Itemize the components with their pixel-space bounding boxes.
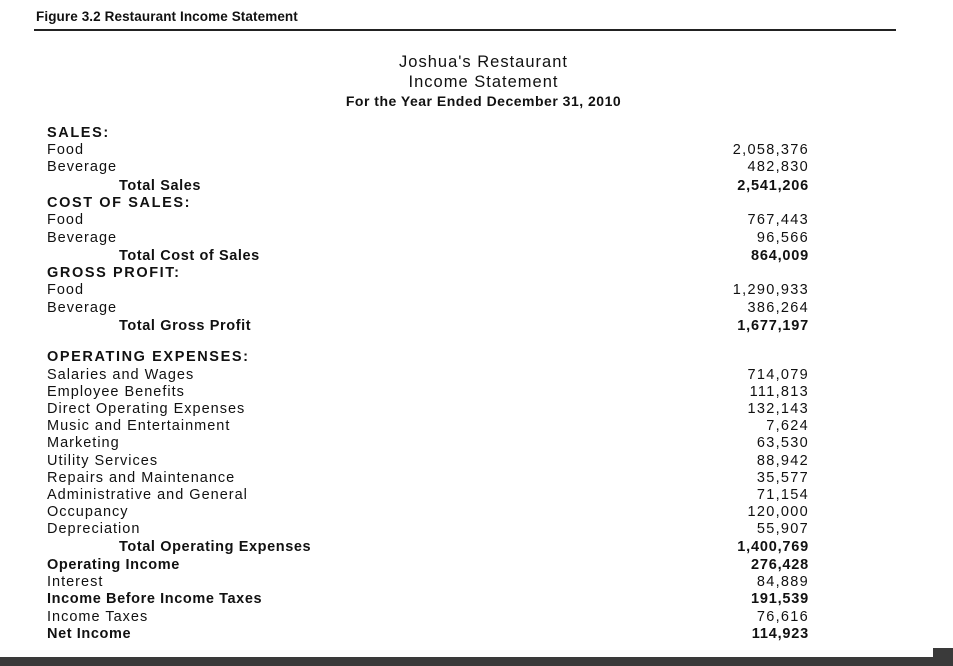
expense-value: 35,577: [756, 469, 809, 486]
income-taxes-row: [47, 609, 809, 626]
expense-value: 714,079: [747, 366, 809, 383]
total-operating-expenses-row: [47, 538, 809, 556]
expense-value: 71,154: [756, 486, 809, 503]
caption-divider: [34, 29, 896, 31]
cost-beverage-value: 96,566: [756, 229, 809, 246]
total-operating-expenses-value: 1,400,769: [737, 539, 809, 556]
net-income-label: Net Income: [47, 625, 132, 642]
expense-label: Occupancy: [47, 504, 129, 521]
operating-expenses-heading: OPERATING EXPENSES:: [47, 349, 250, 366]
expense-value: 111,813: [749, 383, 809, 400]
expense-label: Employee Benefits: [47, 383, 185, 400]
sales-heading: SALES:: [47, 125, 110, 141]
operating-income-value: 276,428: [750, 557, 809, 574]
interest-label: Interest: [47, 574, 104, 591]
sales-food-label: Food: [47, 142, 85, 159]
cost-of-sales-heading-row: [47, 195, 809, 212]
interest-value: 84,889: [756, 574, 809, 591]
sales-beverage-value: 482,830: [747, 159, 809, 176]
cost-of-sales-heading: COST OF SALES:: [47, 195, 192, 212]
statement-title: Income Statement: [408, 73, 559, 91]
total-sales-value: 2,541,206: [737, 177, 809, 194]
gross-food-value: 1,290,933: [732, 282, 809, 299]
sales-beverage-label: Beverage: [47, 159, 118, 176]
expense-row: [47, 521, 809, 538]
total-sales-label: Total Sales: [119, 177, 202, 194]
frame-corner: [933, 648, 953, 666]
income-statement-body: [47, 125, 809, 643]
income-before-taxes-row: [47, 591, 809, 608]
bottom-frame-border: [0, 657, 953, 666]
section-spacer: [47, 335, 809, 349]
gross-food-label: Food: [47, 282, 85, 299]
expense-row: [47, 435, 809, 452]
expense-label: Marketing: [47, 435, 120, 452]
operating-income-label: Operating Income: [47, 557, 180, 574]
expense-row: [47, 418, 809, 435]
total-cost-of-sales-row: [47, 247, 809, 265]
net-income-value: 114,923: [751, 625, 809, 642]
expense-value: 55,907: [756, 521, 809, 538]
company-name: Joshua's Restaurant: [399, 53, 568, 71]
total-sales-row: [47, 177, 809, 195]
total-gross-profit-row: [47, 317, 809, 335]
figure-caption: Figure 3.2 Restaurant Income Statement: [36, 9, 298, 24]
income-before-taxes-value: 191,539: [750, 591, 809, 608]
expense-row: [47, 470, 809, 487]
sales-beverage-row: [47, 159, 809, 176]
cost-beverage-row: [47, 230, 809, 247]
gross-beverage-row: [47, 300, 809, 317]
expense-row: [47, 401, 809, 418]
sales-heading-row: [47, 125, 809, 142]
cost-food-label: Food: [47, 212, 85, 229]
expense-label: Administrative and General: [47, 486, 248, 503]
total-gross-profit-label: Total Gross Profit: [119, 317, 252, 334]
net-income-row: [47, 626, 809, 643]
expense-row: [47, 487, 809, 504]
expense-row: [47, 453, 809, 470]
gross-food-row: [47, 282, 809, 299]
cost-food-row: [47, 212, 809, 229]
sales-food-row: [47, 142, 809, 159]
income-taxes-label: Income Taxes: [47, 608, 149, 625]
operating-income-row: [47, 557, 809, 574]
interest-row: [47, 574, 809, 591]
expense-row: [47, 367, 809, 384]
cost-food-value: 767,443: [747, 212, 809, 229]
income-before-taxes-label: Income Before Income Taxes: [47, 591, 263, 608]
gross-profit-heading: GROSS PROFIT:: [47, 265, 181, 282]
total-gross-profit-value: 1,677,197: [737, 317, 809, 334]
total-operating-expenses-label: Total Operating Expenses: [119, 539, 312, 556]
cost-beverage-label: Beverage: [47, 229, 118, 246]
operating-expenses-heading-row: [47, 349, 809, 366]
statement-period: For the Year Ended December 31, 2010: [345, 93, 622, 109]
expense-label: Depreciation: [47, 521, 141, 538]
gross-beverage-value: 386,264: [747, 299, 809, 316]
total-cost-of-sales-value: 864,009: [750, 247, 809, 264]
expense-label: Direct Operating Expenses: [47, 400, 246, 417]
total-cost-of-sales-label: Total Cost of Sales: [119, 247, 260, 264]
expense-value: 63,530: [756, 435, 809, 452]
expense-value: 120,000: [747, 504, 809, 521]
expense-value: 7,624: [766, 418, 809, 435]
expense-row: [47, 384, 809, 401]
expense-label: Repairs and Maintenance: [47, 469, 236, 486]
expense-row: [47, 504, 809, 521]
gross-profit-heading-row: [47, 265, 809, 282]
expense-label: Music and Entertainment: [47, 418, 231, 435]
gross-beverage-label: Beverage: [47, 299, 118, 316]
expense-label: Utility Services: [47, 452, 159, 469]
sales-food-value: 2,058,376: [732, 142, 809, 159]
expense-value: 88,942: [756, 452, 809, 469]
income-taxes-value: 76,616: [756, 608, 809, 625]
expense-value: 132,143: [747, 400, 809, 417]
expense-label: Salaries and Wages: [47, 366, 195, 383]
